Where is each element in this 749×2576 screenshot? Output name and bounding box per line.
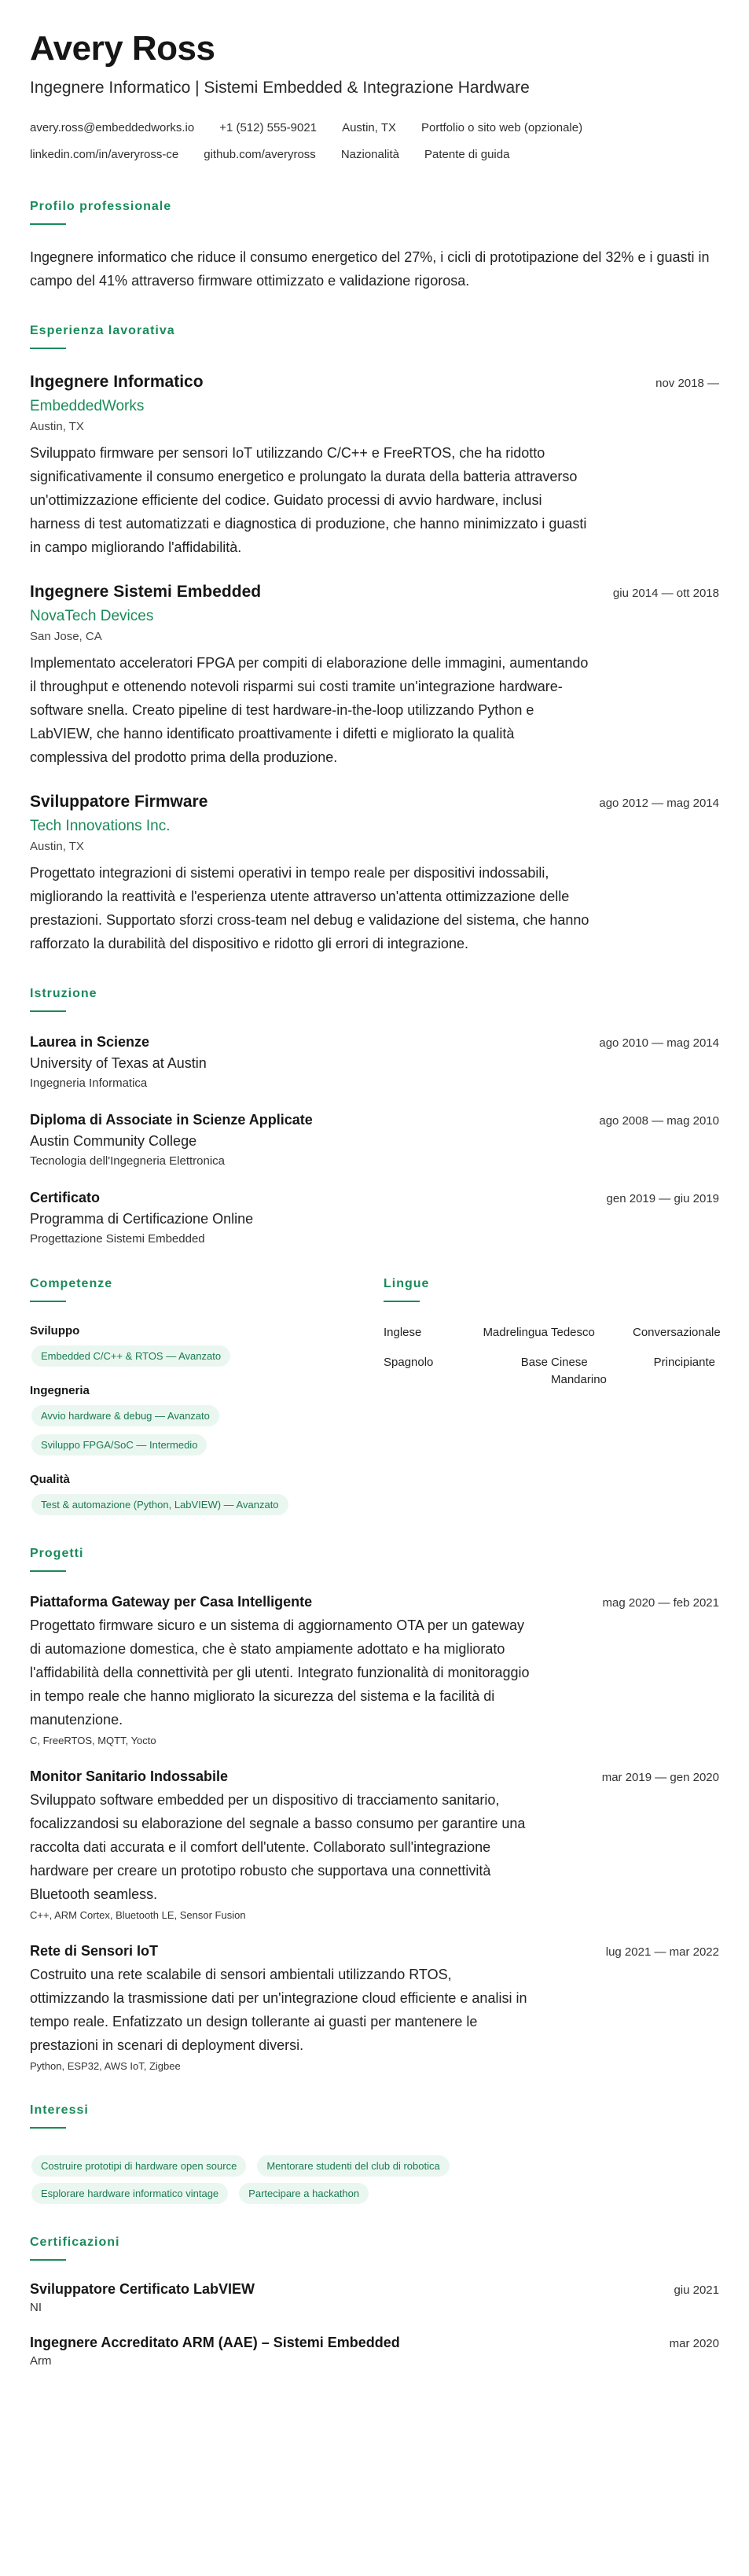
project-entry: [30, 1943, 719, 2072]
skill-chip: Test & automazione (Python, LabVIEW) — Avanzato: [31, 1494, 288, 1515]
section-divider: [30, 2127, 66, 2129]
language-item: [551, 1354, 718, 1389]
section-divider: [30, 1301, 66, 1302]
education-school: Austin Community College: [30, 1133, 197, 1150]
languages-table: [384, 1324, 719, 1389]
language-name: Inglese: [384, 1326, 422, 1340]
summary-text: Ingegnere informatico che riduce il consumo energetico del 27%, i cicli di prototipazione del 32% e i guasti in campo del 41% attraverso firmware ottimizzato e validazione rigorosa.: [30, 249, 710, 289]
project-description: Progettato firmware sicuro e un sistema di aggiornamento OTA per un gateway di automazione domestica, che è stato ampiamente adottato e ha migliorato l'affidabilità della connettività per gli utenti. Integrato funzionalità di monitoraggio in tempo reale che hanno migliorato la sicurezza del sistema e la facilità di manutenzione.: [30, 1617, 530, 1728]
contact-github[interactable]: github.com/averyross: [204, 148, 316, 162]
job-location: Austin, TX: [30, 840, 84, 854]
section-title: Progetti: [30, 1547, 84, 1561]
job-entry: [30, 373, 719, 559]
project-title: Monitor Sanitario Indossabile: [30, 1768, 229, 1785]
education-entry: [30, 1034, 719, 1090]
skill-category: Ingegneria: [30, 1384, 90, 1398]
section-divider: [30, 223, 66, 225]
contact-portfolio[interactable]: Portfolio o sito web (opzionale): [420, 121, 583, 135]
interest-chip: Costruire prototipi di hardware open source: [31, 2155, 246, 2177]
project-title: Piattaforma Gateway per Casa Intelligente: [30, 1594, 313, 1610]
interest-chip: Esplorare hardware informatico vintage: [31, 2183, 228, 2204]
job-company: EmbeddedWorks: [30, 398, 145, 415]
skill-category: Sviluppo: [30, 1324, 80, 1338]
project-description: Costruito una rete scalabile di sensori ambientali utilizzando RTOS, ottimizzando la trasmissione dati per un'integrazione cloud efficiente e analisi in tempo reale. Enfatizzato un design tollerante ai guasti per mantenere le prestazioni in scenari di deployment diversi.: [30, 1967, 527, 2054]
certification-issuer: NI: [30, 2301, 42, 2315]
language-item: [384, 1324, 551, 1341]
education-degree: Certificato: [30, 1190, 101, 1206]
skills-languages-row: [30, 1277, 719, 1515]
contact-location: Austin, TX: [342, 121, 396, 135]
language-name: Spagnolo: [384, 1356, 434, 1370]
certification-issuer: Arm: [30, 2354, 52, 2368]
job-date: nov 2018 —: [655, 377, 719, 391]
skill-group: [30, 1324, 384, 1367]
education-school: University of Texas at Austin: [30, 1055, 207, 1072]
project-title: Rete di Sensori IoT: [30, 1943, 159, 1960]
language-level: Madrelingua: [483, 1326, 548, 1340]
education-field: Ingegneria Informatica: [30, 1076, 148, 1091]
job-title: Ingegnere Informatico: [30, 373, 204, 392]
job-entry: [30, 583, 719, 769]
skill-category: Qualità: [30, 1473, 70, 1487]
project-entry: [30, 1768, 719, 1921]
certification-date: giu 2021: [674, 2283, 719, 2298]
language-name: Tedesco: [551, 1326, 595, 1340]
certification-name: Sviluppatore Certificato LabVIEW: [30, 2281, 255, 2298]
project-tech: C, FreeRTOS, MQTT, Yocto: [30, 1735, 156, 1747]
education-date: ago 2008 — mag 2010: [599, 1114, 719, 1128]
contact-license: Patente di guida: [424, 148, 510, 162]
contact-phone[interactable]: +1 (512) 555-9021: [219, 121, 318, 135]
project-date: lug 2021 — mar 2022: [605, 1945, 719, 1960]
certification-name: Ingegnere Accreditato ARM (AAE) – Sistemi Embedded: [30, 2335, 400, 2351]
resume-page: [0, 30, 749, 2368]
section-title: Esperienza lavorativa: [30, 324, 175, 338]
education-degree: Laurea in Scienze: [30, 1034, 150, 1051]
candidate-subtitle: Ingegnere Informatico | Sistemi Embedded & Integrazione Hardware: [30, 79, 530, 98]
job-location: Austin, TX: [30, 420, 84, 434]
language-level: Base: [520, 1356, 548, 1370]
section-title: Istruzione: [30, 987, 97, 1001]
experience-section: [30, 324, 719, 955]
certifications-section: [30, 2236, 719, 2368]
certification-date: mar 2020: [669, 2337, 719, 2351]
job-entry: [30, 793, 719, 955]
project-date: mar 2019 — gen 2020: [601, 1771, 719, 1785]
section-divider: [30, 2259, 66, 2261]
contact-nationality: Nazionalità: [340, 148, 400, 162]
project-entry: [30, 1594, 719, 1746]
education-degree: Diploma di Associate in Scienze Applicate: [30, 1112, 313, 1128]
skill-group: [30, 1473, 384, 1515]
job-title: Ingegnere Sistemi Embedded: [30, 583, 262, 602]
language-item: [384, 1354, 551, 1389]
project-description: Sviluppato software embedded per un dispositivo di tracciamento sanitario, focalizzandosi su elaborazione del segnale a basso consumo per garantire una raccolta dati accurata e il comfort dell'utente. Collaborato sull'integrazione hardware per creare un prototipo robusto che supportava una connettività Bluetooth seamless.: [30, 1792, 526, 1903]
projects-section: [30, 1547, 719, 2072]
section-divider: [30, 1010, 66, 1012]
project-date: mag 2020 — feb 2021: [602, 1596, 719, 1610]
project-tech: Python, ESP32, AWS IoT, Zigbee: [30, 2060, 181, 2073]
job-description: Progettato integrazioni di sistemi operativi in tempo reale per dispositivi indossabili, migliorando la reattività e l'esperienza utente attraverso un'attenta ottimizzazione delle prestazioni. Supportato sforzi cross-team nel debug e validazione del sistema, che hanno rafforzato la durabilità del dispositivo e ridotto gli errori di integrazione.: [30, 865, 589, 952]
job-description: Sviluppato firmware per sensori IoT utilizzando C/C++ e FreeRTOS, che ha ridotto significativamente il consumo energetico e prolungato la durata della batteria attraverso un'ottimizzazione efficiente del codice. Guidato processi di avvio hardware, inclusi harness di test automatizzati e diagnostica di produzione, che hanno minimizzato i guasti in campo migliorando l'affidabilità.: [30, 445, 587, 556]
section-title: Certificazioni: [30, 2236, 120, 2250]
contact-linkedin[interactable]: linkedin.com/in/averyross-ce: [30, 148, 179, 162]
education-date: gen 2019 — giu 2019: [606, 1192, 719, 1206]
job-location: San Jose, CA: [30, 630, 102, 644]
job-date: ago 2012 — mag 2014: [599, 797, 719, 811]
job-company: Tech Innovations Inc.: [30, 818, 171, 835]
section-divider: [384, 1301, 420, 1302]
section-divider: [30, 1570, 66, 1572]
certification-entry: [30, 2335, 719, 2368]
contact-list: [30, 115, 719, 168]
skills-section: [30, 1277, 384, 1515]
section-divider: [30, 348, 66, 349]
section-title: Competenze: [30, 1277, 113, 1291]
education-field: Progettazione Sistemi Embedded: [30, 1232, 205, 1246]
language-item: [551, 1324, 721, 1341]
interest-chip: Mentorare studenti del club di robotica: [257, 2155, 449, 2177]
section-title: Interessi: [30, 2103, 89, 2118]
education-field: Tecnologia dell'Ingegneria Elettronica: [30, 1154, 226, 1168]
education-entry: [30, 1112, 719, 1168]
education-date: ago 2010 — mag 2014: [599, 1036, 719, 1051]
job-title: Sviluppatore Firmware: [30, 793, 208, 811]
language-level: Principiante: [653, 1356, 715, 1370]
skill-chip: Sviluppo FPGA/SoC — Intermedio: [31, 1434, 207, 1455]
job-date: giu 2014 — ott 2018: [612, 587, 719, 601]
interest-chip: Partecipare a hackathon: [239, 2183, 369, 2204]
education-section: [30, 987, 719, 1246]
candidate-name: Avery Ross: [30, 29, 215, 68]
job-company: NovaTech Devices: [30, 608, 154, 625]
language-level: Conversazionale: [633, 1326, 721, 1340]
project-tech: C++, ARM Cortex, Bluetooth LE, Sensor Fusion: [30, 1909, 246, 1922]
skill-chip: Avvio hardware & debug — Avanzato: [31, 1405, 219, 1426]
education-school: Programma di Certificazione Online: [30, 1211, 254, 1227]
education-entry: [30, 1190, 719, 1246]
section-title: Lingue: [384, 1277, 430, 1291]
job-description: Implementato acceleratori FPGA per compiti di elaborazione delle immagini, aumentando il throughput e ottenendo notevoli risparmi sui costi tramite un'integrazione hardware-software snella. Creato pipeline di test hardware-in-the-loop utilizzando Python e LabVIEW, che hanno identificato proattivamente i difetti e migliorato la qualità complessiva del prodotto prima della produzione.: [30, 655, 589, 766]
section-title: Profilo professionale: [30, 200, 172, 214]
skill-group: [30, 1384, 384, 1455]
skill-chip: Embedded C/C++ & RTOS — Avanzato: [31, 1345, 230, 1367]
interest-list: [30, 2149, 580, 2204]
summary-section: [30, 200, 719, 293]
interests-section: [30, 2103, 719, 2204]
languages-section: [384, 1277, 719, 1515]
language-name: Cinese Mandarino: [551, 1356, 607, 1387]
contact-email[interactable]: avery.ross@embeddedworks.io: [30, 121, 195, 135]
certification-entry: [30, 2281, 719, 2314]
